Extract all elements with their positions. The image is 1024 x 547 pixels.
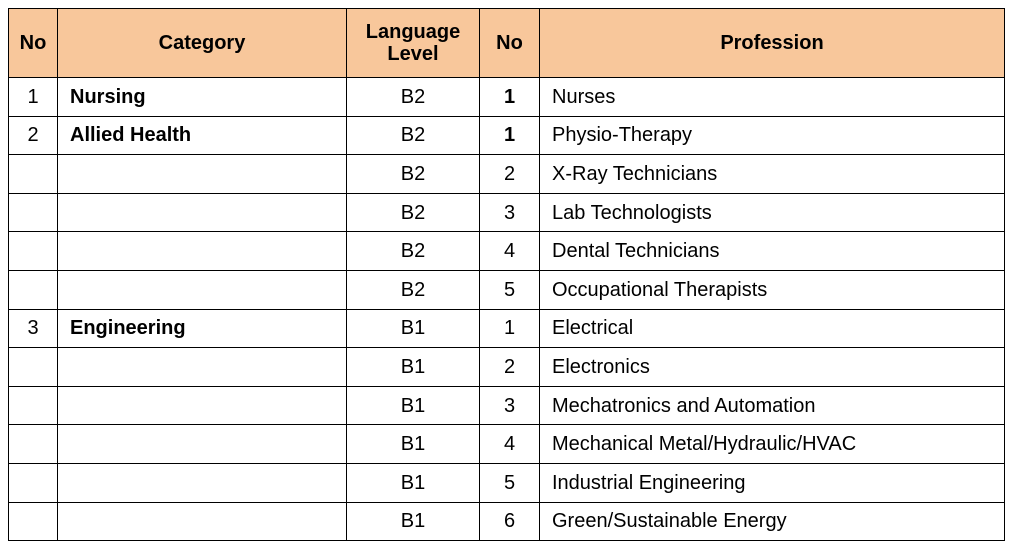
row-profession-no: 4 — [480, 232, 540, 271]
row-language-level: B2 — [347, 270, 480, 309]
professions-table-container — [8, 8, 1005, 541]
table-row — [9, 425, 1005, 464]
row-language-level: B1 — [347, 463, 480, 502]
row-profession-no: 6 — [480, 502, 540, 541]
row-category: Allied Health — [58, 116, 347, 155]
row-no — [9, 270, 58, 309]
table-body — [9, 78, 1005, 541]
row-category — [58, 386, 347, 425]
table-row — [9, 502, 1005, 541]
row-profession: X-Ray Technicians — [540, 155, 1005, 194]
row-language-level: B1 — [347, 348, 480, 387]
row-no — [9, 348, 58, 387]
row-no: 3 — [9, 309, 58, 348]
table-row — [9, 78, 1005, 117]
row-profession: Mechatronics and Automation — [540, 386, 1005, 425]
row-no — [9, 425, 58, 464]
row-category — [58, 348, 347, 387]
table-row — [9, 232, 1005, 271]
row-profession: Physio-Therapy — [540, 116, 1005, 155]
row-profession-no: 2 — [480, 348, 540, 387]
table-row — [9, 463, 1005, 502]
row-no: 2 — [9, 116, 58, 155]
row-category — [58, 232, 347, 271]
row-profession-no: 3 — [480, 193, 540, 232]
row-profession: Mechanical Metal/Hydraulic/HVAC — [540, 425, 1005, 464]
table-row — [9, 116, 1005, 155]
header-row — [9, 9, 1005, 78]
row-language-level: B2 — [347, 155, 480, 194]
row-profession: Dental Technicians — [540, 232, 1005, 271]
table-row — [9, 309, 1005, 348]
table-row — [9, 193, 1005, 232]
row-profession: Industrial Engineering — [540, 463, 1005, 502]
row-profession-no: 4 — [480, 425, 540, 464]
row-profession-no: 1 — [480, 309, 540, 348]
row-profession: Electrical — [540, 309, 1005, 348]
header-language-level-line1: Language — [365, 21, 461, 43]
row-language-level: B1 — [347, 309, 480, 348]
row-profession: Occupational Therapists — [540, 270, 1005, 309]
table-header — [9, 9, 1005, 78]
row-profession-no: 1 — [480, 116, 540, 155]
row-category — [58, 502, 347, 541]
row-language-level: B2 — [347, 116, 480, 155]
row-profession-no: 5 — [480, 463, 540, 502]
row-profession: Lab Technologists — [540, 193, 1005, 232]
row-profession: Green/Sustainable Energy — [540, 502, 1005, 541]
row-category — [58, 425, 347, 464]
header-no: No — [9, 9, 58, 78]
table-row — [9, 155, 1005, 194]
row-language-level: B2 — [347, 232, 480, 271]
row-profession-no: 3 — [480, 386, 540, 425]
row-category — [58, 155, 347, 194]
row-no — [9, 232, 58, 271]
row-no — [9, 463, 58, 502]
row-category — [58, 193, 347, 232]
header-language-level — [347, 9, 480, 78]
professions-table — [8, 8, 1005, 541]
table-row — [9, 348, 1005, 387]
row-category — [58, 463, 347, 502]
row-profession: Electronics — [540, 348, 1005, 387]
row-language-level: B2 — [347, 193, 480, 232]
row-category — [58, 270, 347, 309]
header-profession: Profession — [540, 9, 1005, 78]
row-no — [9, 193, 58, 232]
row-language-level: B1 — [347, 386, 480, 425]
header-profession-no: No — [480, 9, 540, 78]
row-profession-no: 1 — [480, 78, 540, 117]
header-category: Category — [58, 9, 347, 78]
row-category: Engineering — [58, 309, 347, 348]
row-profession-no: 5 — [480, 270, 540, 309]
header-language-level-line2: Level — [387, 43, 439, 65]
row-category: Nursing — [58, 78, 347, 117]
row-no: 1 — [9, 78, 58, 117]
row-no — [9, 155, 58, 194]
row-language-level: B1 — [347, 502, 480, 541]
row-no — [9, 386, 58, 425]
row-language-level: B2 — [347, 78, 480, 117]
row-profession-no: 2 — [480, 155, 540, 194]
table-row — [9, 386, 1005, 425]
table-row — [9, 270, 1005, 309]
row-profession: Nurses — [540, 78, 1005, 117]
row-no — [9, 502, 58, 541]
row-language-level: B1 — [347, 425, 480, 464]
